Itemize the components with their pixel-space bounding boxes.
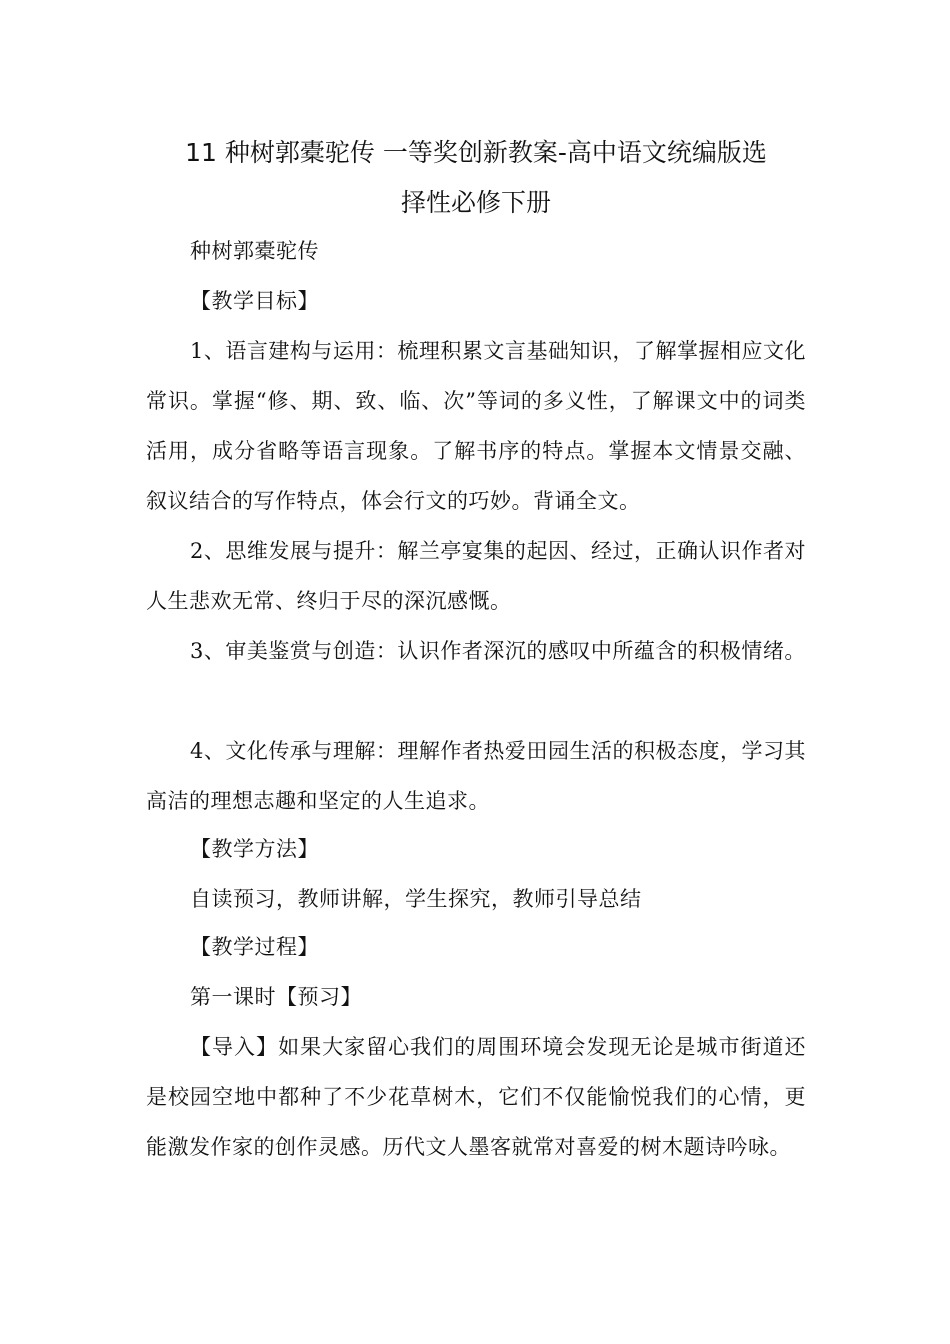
teaching-method-text: 自读预习，教师讲解，学生探究，教师引导总结 bbox=[190, 887, 642, 911]
goal-thinking: 2、思维发展与提升：解兰亭宴集的起因、经过，正确认识作者对人生悲欢无常、终归于尽的深沉感慨。 bbox=[146, 539, 806, 613]
goal-culture: 4、文化传承与理解：理解作者热爱田园生活的积极态度，学习其高洁的理想志趣和坚定的人生追求。 bbox=[146, 739, 806, 813]
goal-aesthetic: 3、审美鉴赏与创造：认识作者深沉的感叹中所蕴含的积极情绪。 bbox=[190, 639, 806, 663]
heading-teaching-method: 【教学方法】 bbox=[190, 837, 319, 861]
document-title-line-1: 11 种树郭橐驼传 一等奖创新教案-高中语文统编版选 bbox=[185, 138, 767, 167]
introduction-paragraph: 【导入】如果大家留心我们的周围环境会发现无论是城市街道还是校园空地中都种了不少花草树木，它们不仅能愉悦我们的心情，更能激发作家的创作灵感。历代文人墨客就常对喜爱的树木题诗吟咏。 bbox=[146, 1035, 806, 1159]
document-title bbox=[146, 128, 806, 228]
lesson-name: 种树郭橐驼传 bbox=[190, 239, 319, 263]
goal-language: 1、语言建构与运用：梳理积累文言基础知识，了解掌握相应文化常识。掌握“修、期、致、临、次”等词的多义性，了解课文中的词类活用，成分省略等语言现象。了解书序的特点。掌握本文情景交融、叙议结合的写作特点，体会行文的巧妙。背诵全文。 bbox=[146, 339, 806, 513]
heading-teaching-goals: 【教学目标】 bbox=[190, 289, 319, 313]
document-title-line-2: 择性必修下册 bbox=[400, 188, 551, 217]
heading-teaching-process: 【教学过程】 bbox=[190, 935, 319, 959]
first-lesson-heading: 第一课时【预习】 bbox=[190, 985, 362, 1009]
